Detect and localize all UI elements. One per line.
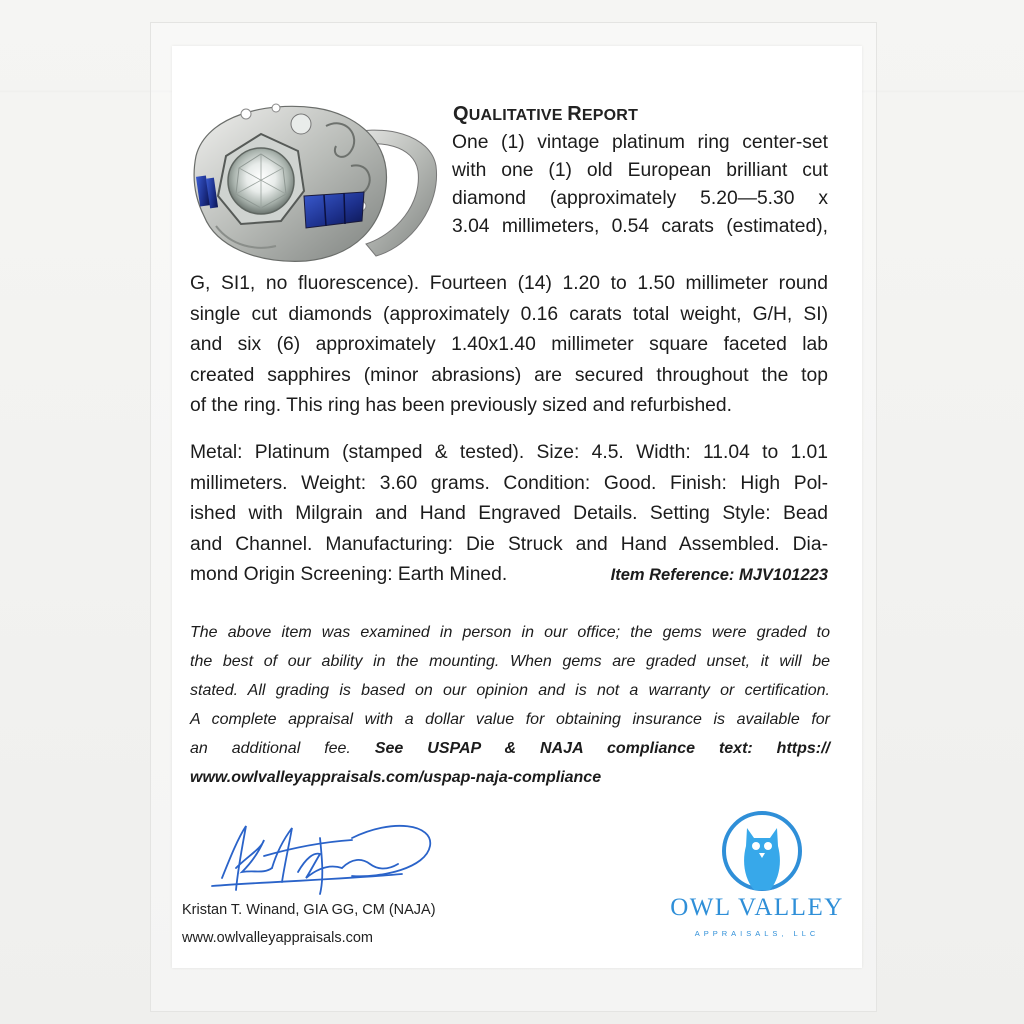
- disclaimer: [190, 618, 830, 792]
- report-intro: [452, 129, 828, 241]
- details-line: Metal: Platinum (stamped & tested). Size: 4.5. Width: 11.04 to 1.01: [190, 442, 828, 463]
- website-text[interactable]: www.owlvalleyappraisals.com: [182, 930, 373, 946]
- details-line: ished with Milgrain and Hand Engraved Details. Setting Style: Bead: [190, 503, 828, 524]
- compliance-url[interactable]: www.owlvalleyappraisals.com/uspap-naja-compliance: [190, 769, 602, 786]
- signer-name: Kristan T. Winand, GIA GG, CM (NAJA): [182, 902, 436, 918]
- brand-subtitle: APPRAISALS, LLC: [694, 929, 820, 938]
- disclaimer-line: an additional fee. See USPAP & NAJA compliance text: https://: [190, 740, 831, 757]
- signature-image: [202, 798, 442, 908]
- brand-name: OWL VALLEY: [670, 894, 844, 921]
- report-title: QUALITATIVE REPORT: [453, 103, 639, 125]
- item-reference: Item Reference: MJV101223: [610, 566, 828, 584]
- details-last-row: [190, 560, 828, 591]
- intro-line: diamond (approximately 5.20—5.30 x: [452, 188, 828, 209]
- description-line: of the ring. This ring has been previously sized and refurbished.: [190, 395, 732, 416]
- details-line: and Channel. Manufacturing: Die Struck and Hand Assembled. Dia-: [190, 533, 828, 555]
- description-line: and six (6) approximately 1.40x1.40 millimeter square faceted lab: [190, 334, 828, 355]
- report-details: [190, 438, 828, 591]
- disclaimer-line: The above item was examined in person in our office; the gems were graded to: [190, 624, 830, 641]
- disclaimer-line: stated. All grading is based on our opinion and is not a warranty or certification.: [190, 682, 830, 699]
- disclaimer-line: the best of our ability in the mounting. When gems are graded unset, it will be: [190, 653, 830, 670]
- details-line: mond Origin Screening: Earth Mined.: [190, 564, 508, 585]
- intro-line: with one (1) old European brilliant cut: [452, 160, 828, 181]
- appraisal-card: [172, 46, 862, 968]
- description-line: single cut diamonds (approximately 0.16 carats total weight, G/H, SI): [190, 303, 828, 325]
- details-line: millimeters. Weight: 3.60 grams. Condition: Good. Finish: High Pol-: [190, 472, 828, 494]
- intro-line: 3.04 millimeters, 0.54 carats (estimated),: [452, 216, 828, 237]
- report-description: [190, 269, 828, 422]
- disclaimer-line: A complete appraisal with a dollar value for obtaining insurance is available for: [190, 711, 830, 728]
- ring-photo: [186, 96, 446, 266]
- description-line: created sapphires (minor abrasions) are secured throughout the top: [190, 364, 828, 386]
- description-line: G, SI1, no fluorescence). Fourteen (14) 1.20 to 1.50 millimeter round: [190, 273, 828, 294]
- compliance-text: See USPAP & NAJA compliance text: https://: [374, 740, 831, 757]
- owl-logo-icon: [692, 806, 832, 896]
- intro-line: One (1) vintage platinum ring center-set: [452, 132, 828, 153]
